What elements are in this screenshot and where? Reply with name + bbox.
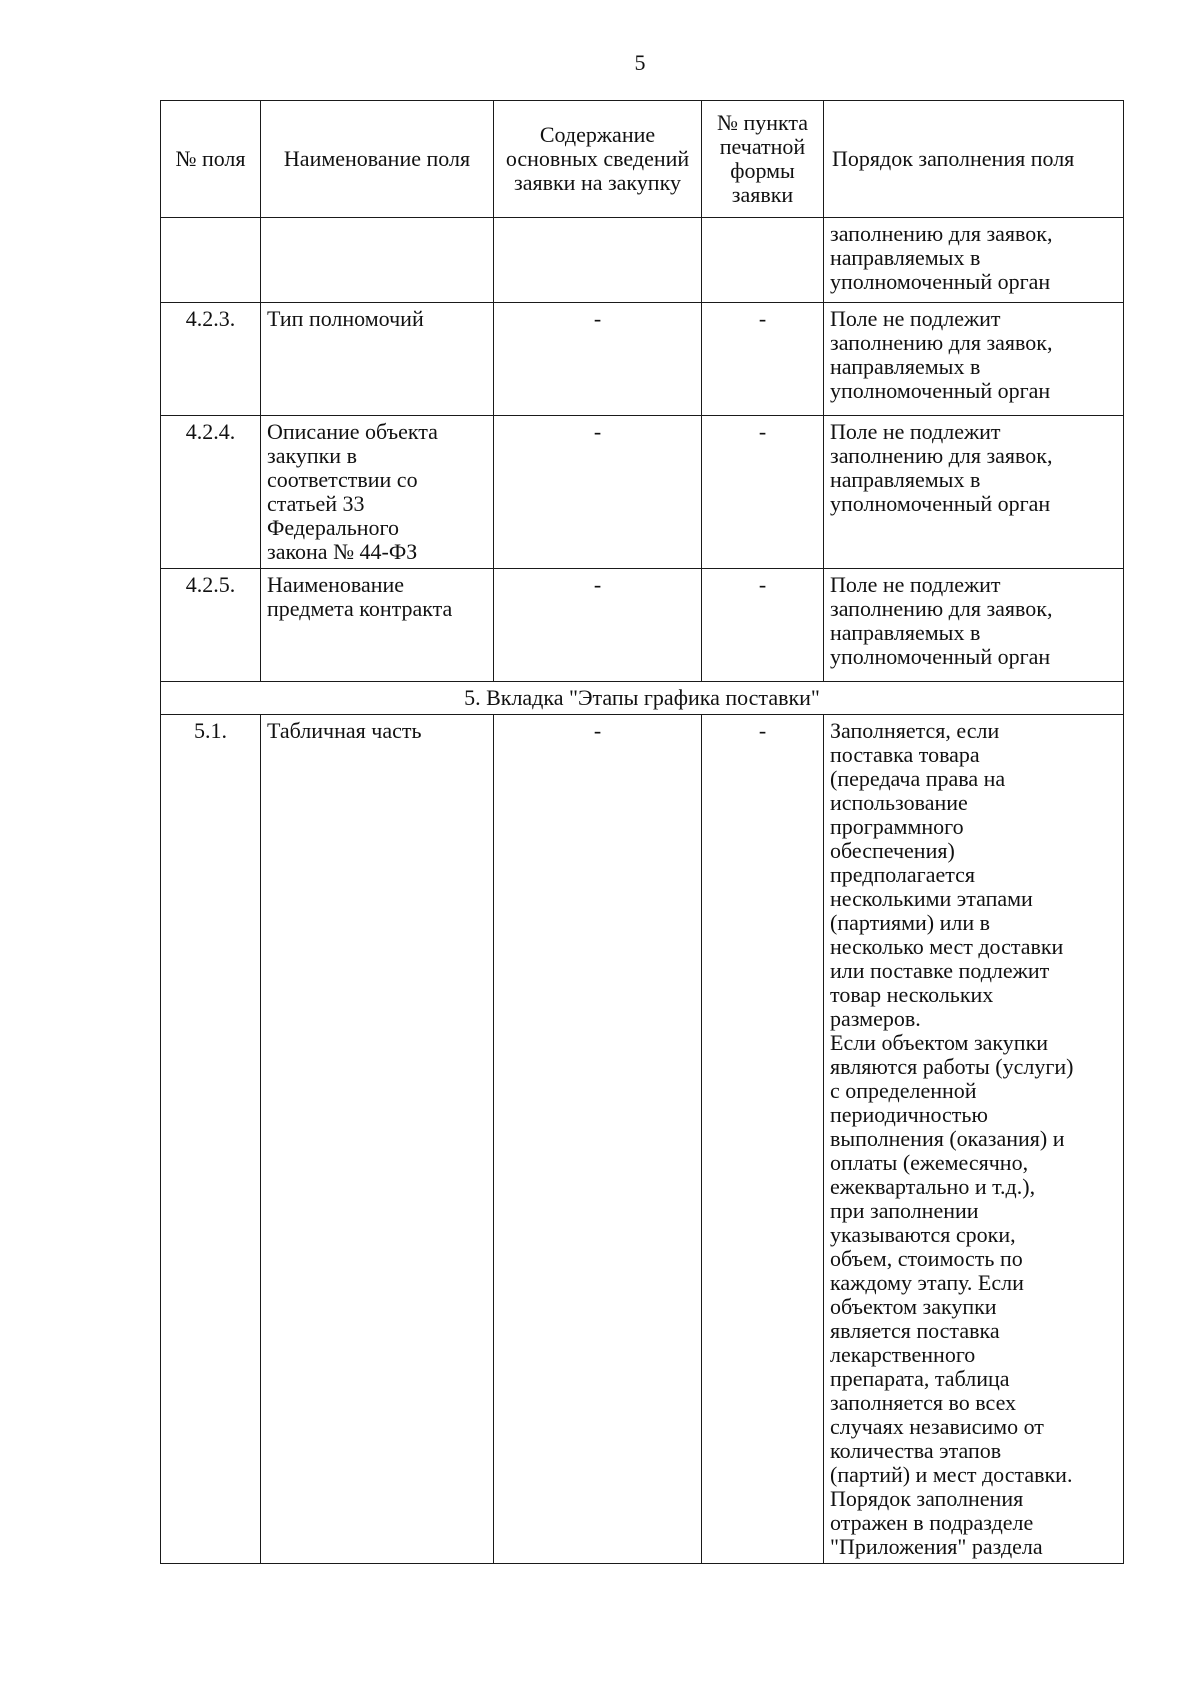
section-title: 5. Вкладка "Этапы графика поставки" [161,682,1124,715]
order-line: уполномоченный орган [830,269,1051,294]
order-line: отражен в подразделе [830,1510,1034,1535]
order-line: с определенной [830,1078,977,1103]
order-line: заполнению для заявок, [830,221,1053,246]
name-line: Тип полномочий [267,306,424,331]
cell-num: 4.2.5. [161,569,261,682]
order-line: направляемых в [830,245,981,270]
order-line: уполномоченный орган [830,378,1051,403]
order-line: несколько мест доставки [830,934,1064,959]
cell-num: 4.2.4. [161,416,261,569]
order-line: предполагается [830,862,975,887]
order-line: Поле не подлежит [830,306,1001,331]
order-line: поставка товара [830,742,980,767]
table-row [161,416,1124,569]
order-line: периодичностью [830,1102,988,1127]
order-line: ежеквартально и т.д.), [830,1174,1036,1199]
header-fill-order: Порядок заполнения поля [824,101,1124,218]
cell-order [824,218,1124,303]
order-line: оплаты (ежемесячно, [830,1150,1029,1175]
header-content: Содержание основных сведений заявки на закупку [494,101,702,218]
order-line: указываются сроки, [830,1222,1016,1247]
section-row [161,682,1124,715]
cell-content: - [494,303,702,416]
table-row [161,569,1124,682]
name-line: закупки в [267,443,357,468]
cell-name [261,303,494,416]
order-line: размеров. [830,1006,921,1031]
name-line: соответствии со [267,467,418,492]
order-line: случаях независимо от [830,1414,1044,1439]
name-line: предмета контракта [267,596,453,621]
order-line: Заполняется, если [830,718,1000,743]
page-number: 5 [634,50,646,75]
order-line: уполномоченный орган [830,491,1051,516]
table-row-continuation [161,218,1124,303]
order-line: лекарственного [830,1342,976,1367]
cell-name [261,416,494,569]
order-line: или поставке подлежит [830,958,1050,983]
name-line: статьей 33 [267,491,365,516]
table-row [161,303,1124,416]
cell-name [261,218,494,303]
order-line: заполнению для заявок, [830,330,1053,355]
cell-content: - [494,715,702,1564]
order-line: обеспечения) [830,838,955,863]
order-line: использование [830,790,968,815]
order-line: уполномоченный орган [830,644,1051,669]
order-line: при заполнении [830,1198,979,1223]
order-line: являются работы (услуги) [830,1054,1074,1079]
name-line: Федерального [267,515,400,540]
order-line: "Приложения" раздела [830,1534,1043,1559]
cell-print-item [702,218,824,303]
order-line: (передача права на [830,766,1006,791]
cell-name: Табличная часть [261,715,494,1564]
order-line: выполнения (оказания) и [830,1126,1065,1151]
name-line: закона № 44-ФЗ [267,539,418,564]
order-line: Порядок заполнения [830,1486,1024,1511]
order-line: несколькими этапами [830,886,1033,911]
cell-num: 5.1. [161,715,261,1564]
table-header-row [161,101,1124,218]
order-line: направляемых в [830,467,981,492]
cell-order [824,303,1124,416]
order-line: количества этапов [830,1438,1002,1463]
order-line: (партиями) или в [830,910,991,935]
order-line: препарата, таблица [830,1366,1010,1391]
order-line: является поставка [830,1318,1000,1343]
order-line: объем, стоимость по [830,1246,1023,1271]
cell-order [824,569,1124,682]
name-line: Описание объекта [267,419,438,444]
cell-print-item: - [702,715,824,1564]
cell-num: 4.2.3. [161,303,261,416]
cell-content [494,218,702,303]
name-line: Наименование [267,572,405,597]
order-line: товар нескольких [830,982,994,1007]
header-field-number: № поля [161,101,261,218]
table-row [161,715,1124,1564]
cell-num [161,218,261,303]
cell-print-item: - [702,416,824,569]
order-line: программного [830,814,964,839]
order-line: каждому этапу. Если [830,1270,1024,1295]
order-line: заполняется во всех [830,1390,1017,1415]
order-line: заполнению для заявок, [830,443,1053,468]
order-line: Поле не подлежит [830,572,1001,597]
order-line: направляемых в [830,354,981,379]
order-line: Если объектом закупки [830,1030,1049,1055]
header-field-name: Наименование поля [261,101,494,218]
fields-table [160,100,1124,1564]
header-print-item: № пункта печатной формы заявки [702,101,824,218]
order-line: заполнению для заявок, [830,596,1053,621]
order-line: Поле не подлежит [830,419,1001,444]
cell-order [824,715,1124,1564]
order-line: (партий) и мест доставки. [830,1462,1073,1487]
cell-content: - [494,569,702,682]
cell-print-item: - [702,569,824,682]
cell-name [261,569,494,682]
cell-print-item: - [702,303,824,416]
order-line: объектом закупки [830,1294,997,1319]
cell-order [824,416,1124,569]
cell-content: - [494,416,702,569]
order-line: направляемых в [830,620,981,645]
